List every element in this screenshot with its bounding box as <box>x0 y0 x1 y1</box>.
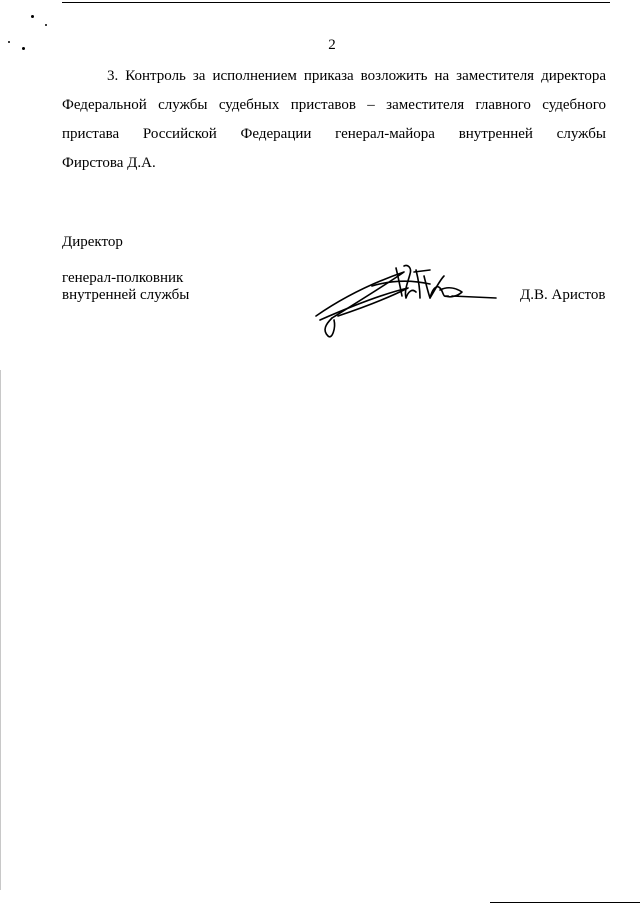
order-paragraph <box>62 66 606 176</box>
paragraph-line: Фирстова Д.А. <box>62 155 156 171</box>
paragraph-line: Федеральной службы судебных приставов – заместителя главного судебного <box>62 97 606 113</box>
bottom-edge-rule <box>490 902 640 903</box>
handwritten-signature <box>312 258 502 342</box>
paragraph-line: пристава Российской Федерации генерал-майора внутренней службы <box>62 126 606 142</box>
paragraph-line: 3. Контроль за исполнением приказа возложить на заместителя директора <box>107 68 606 84</box>
page-number: 2 <box>328 37 336 53</box>
scan-speck <box>45 24 47 26</box>
signatory-rank-line-1: генерал-полковник <box>62 270 184 286</box>
signatory-rank-line-2: внутренней службы <box>62 287 190 303</box>
signatory-name: Д.В. Аристов <box>520 287 606 303</box>
scan-speck <box>31 15 34 18</box>
scan-left-edge <box>0 370 1 890</box>
top-edge-rule <box>62 2 610 3</box>
signatory-position: Директор <box>62 234 123 250</box>
